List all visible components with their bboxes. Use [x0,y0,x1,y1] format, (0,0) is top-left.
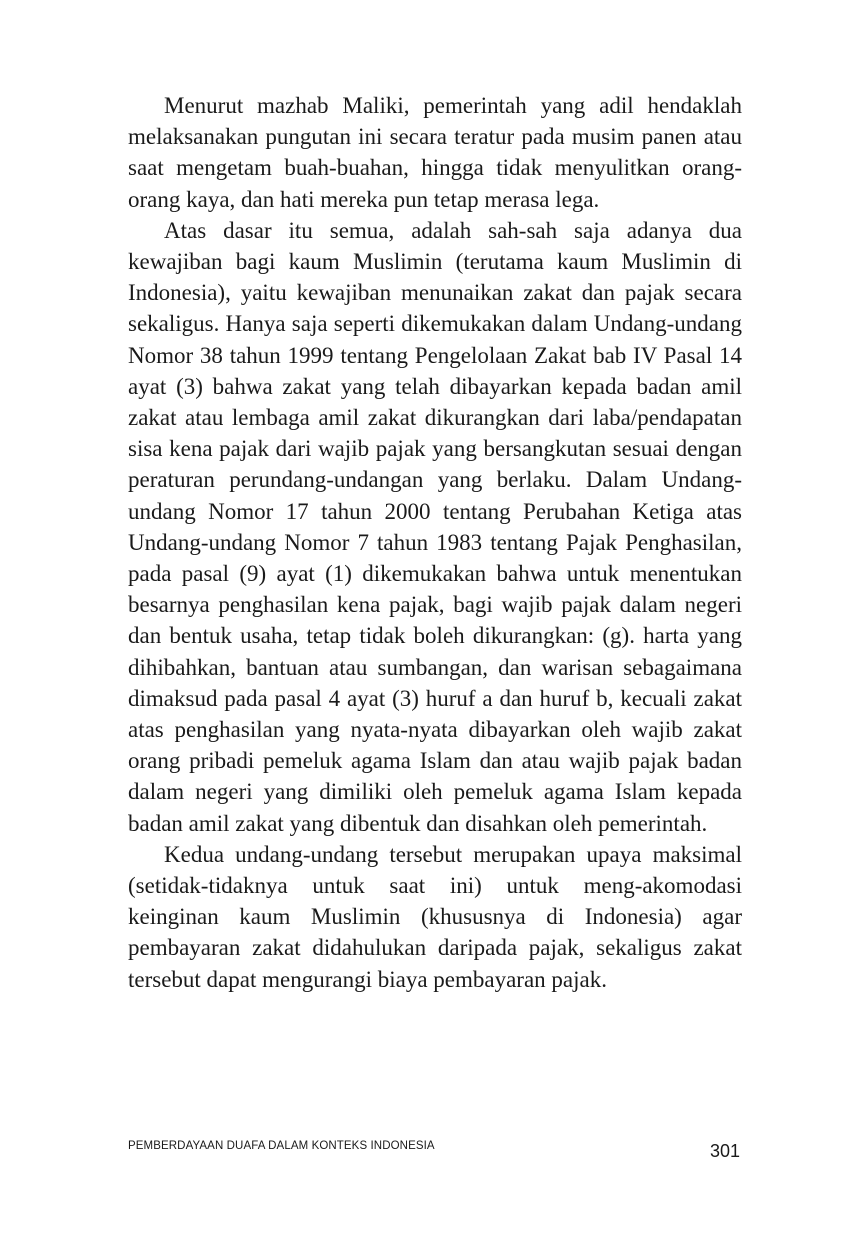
page-number: 301 [709,1141,740,1161]
paragraph-2: Atas dasar itu semua, adalah sah-sah saja adanya dua kewajiban bagi kaum Muslimin (terutama kaum Muslimin di Indonesia), yaitu kewajiban menunaikan zakat dan pajak secara sekaligus. Hanya saja seperti dikemukakan dalam Undang-undang Nomor 38 tahun 1999 tentang Pengelolaan Zakat bab IV Pasal 14 ayat (3) bahwa zakat yang telah dibayarkan kepada badan amil zakat atau lembaga amil zakat dikurangkan dari laba/pendapatan sisa kena pajak dari wajib pajak yang bersangkutan sesuai dengan peraturan perundang-undangan yang berlaku. Dalam Undang-undang Nomor 17 tahun 2000 tentang Perubahan Ketiga atas Undang-undang Nomor 7 tahun 1983 tentang Pajak Penghasilan, pada pasal (9) ayat (1) dikemukakan bahwa untuk menentukan besarnya penghasilan kena pajak, bagi wajib pajak dalam negeri dan bentuk usaha, tetap tidak boleh dikurangkan: (g). harta yang dihibahkan, bantuan atau sumbangan, dan warisan sebagaimana dimaksud pada pasal 4 ayat (3) huruf a dan huruf b, kecuali zakat atas penghasilan yang nyata-nyata dibayarkan oleh wajib zakat orang pribadi pemeluk agama Islam dan atau wajib pajak badan dalam negeri yang dimiliki oleh pemeluk agama Islam kepada badan amil zakat yang dibentuk dan disahkan oleh pemerintah. [128,217,742,836]
body-text [128,90,742,995]
paragraph-1: Menurut mazhab Maliki, pemerintah yang adil hendaklah melaksanakan pungutan ini secara teratur pada musim panen atau saat mengetam buah-buahan, hingga tidak menyulitkan orang-orang kaya, dan hati mereka pun tetap merasa lega. [128,93,742,212]
paragraph-3: Kedua undang-undang tersebut merupakan upaya maksimal (setidak-tidaknya untuk saat ini) untuk meng-akomodasi keinginan kaum Muslimin (khususnya di Indonesia) agar pembayaran zakat didahulukan daripada pajak, sekaligus zakat tersebut dapat mengurangi biaya pembayaran pajak. [128,841,742,992]
running-footer-title: PEMBERDAYAAN DUAFA DALAM KONTEKS INDONESIA [128,1140,435,1152]
